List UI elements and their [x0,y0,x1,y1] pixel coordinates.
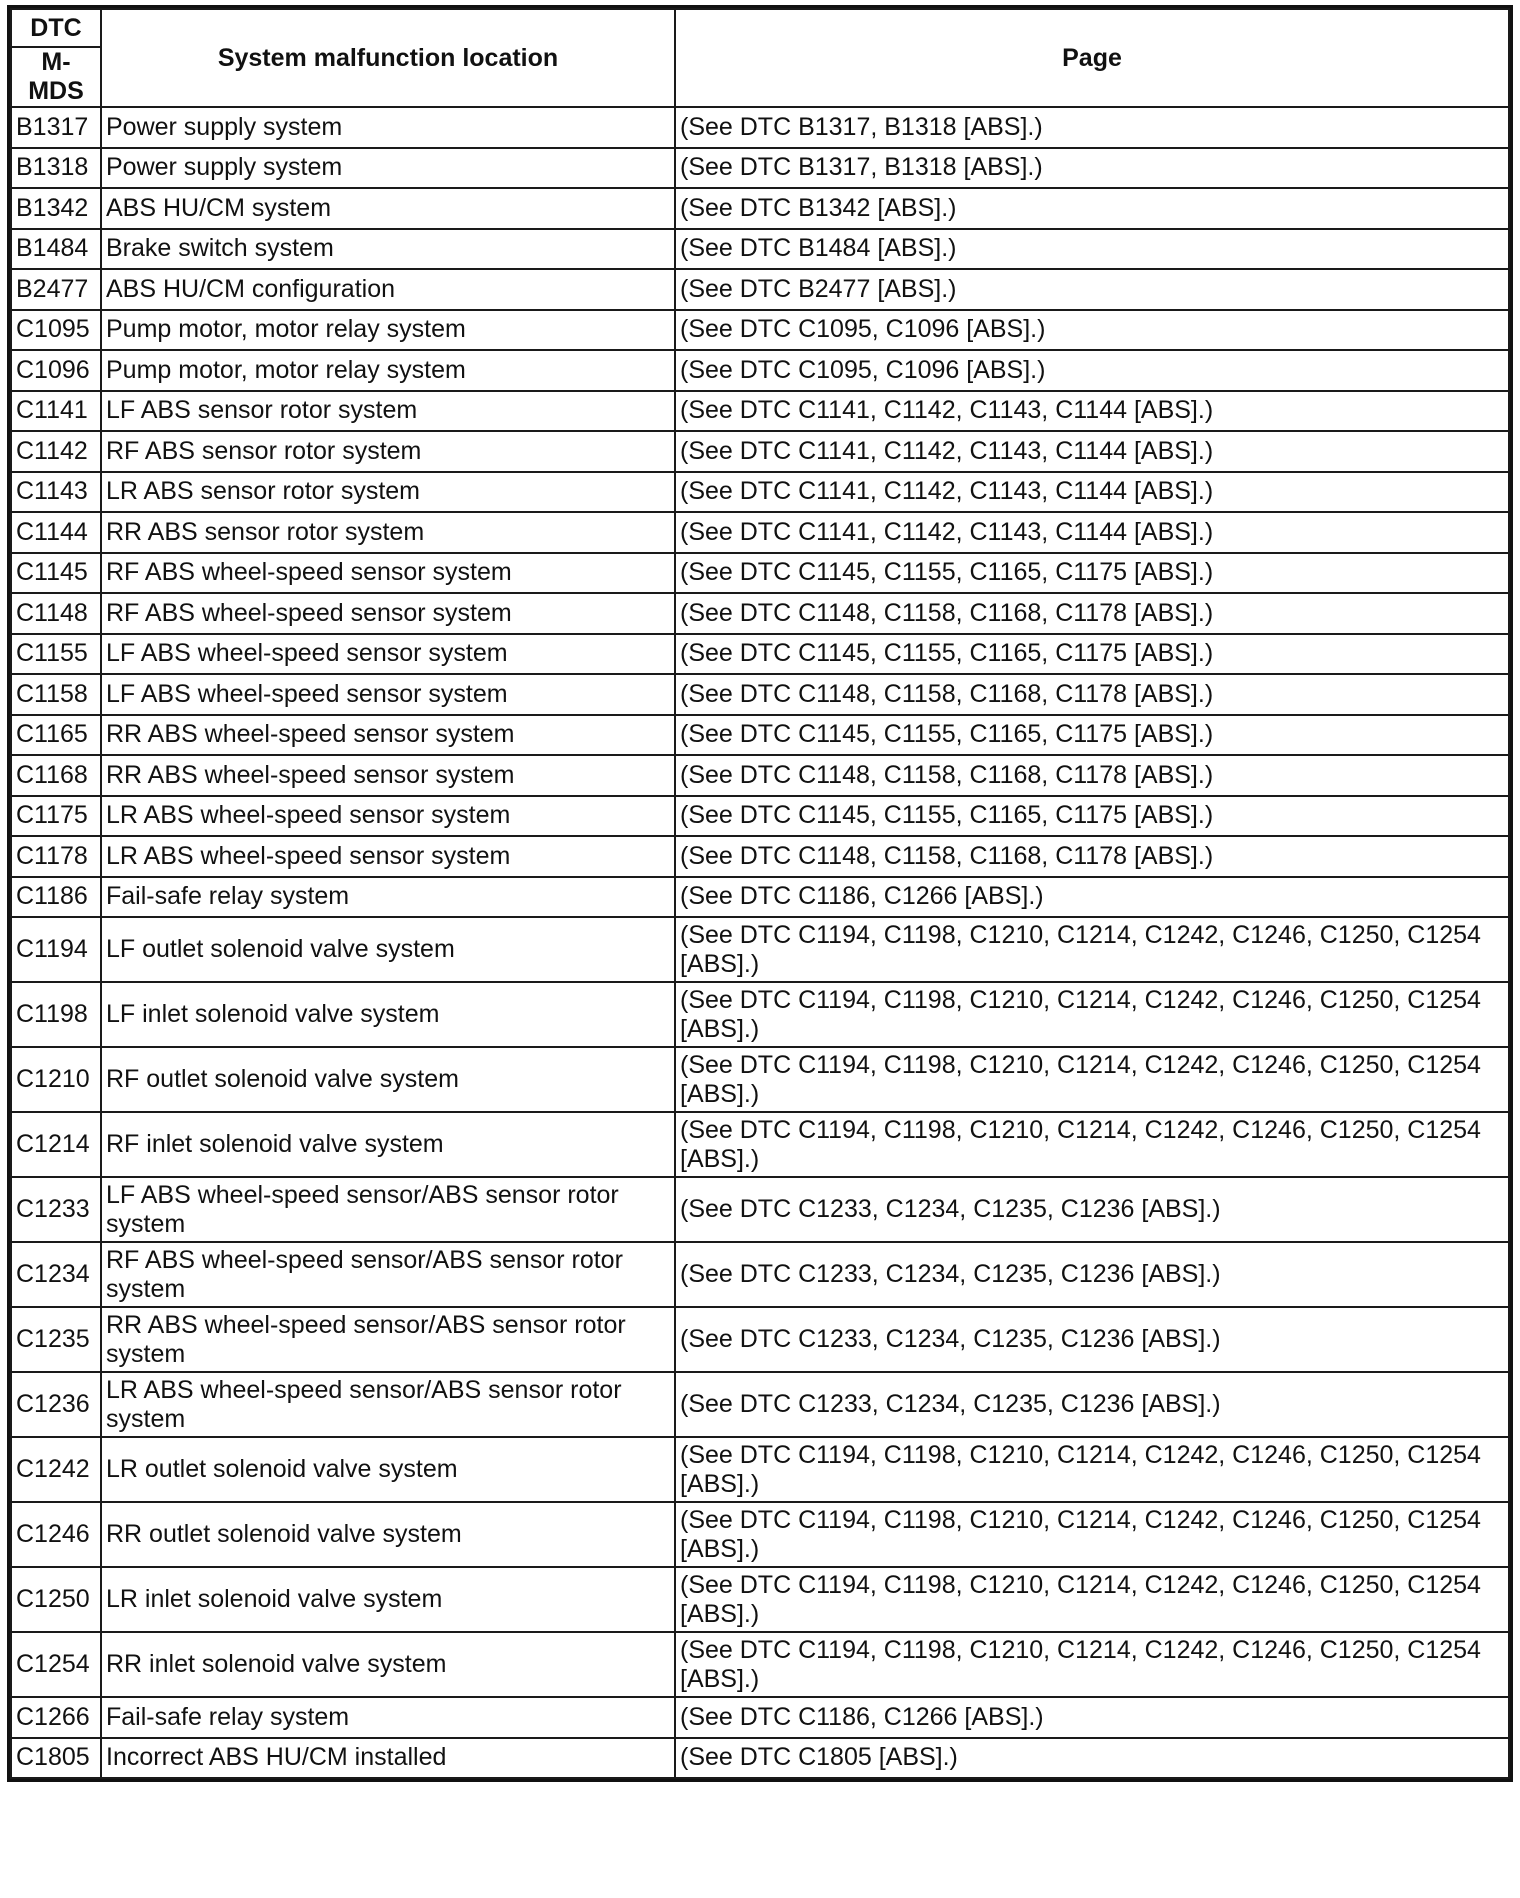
page-reference-cell: (See DTC C1186, C1266 [ABS].) [675,877,1509,918]
table-row [11,1372,1509,1437]
dtc-code-cell: C1266 [11,1697,101,1738]
header-page: Page [675,9,1509,107]
table-row [11,755,1509,796]
location-cell: RR ABS wheel-speed sensor/ABS sensor rotor system [101,1307,675,1372]
header-dtc: DTC [11,9,101,47]
table-row [11,1242,1509,1307]
location-cell: ABS HU/CM configuration [101,269,675,310]
table-row [11,917,1509,982]
dtc-code-cell: C1198 [11,982,101,1047]
location-cell: RR inlet solenoid valve system [101,1632,675,1697]
location-cell: Pump motor, motor relay system [101,310,675,351]
table-body [11,107,1509,1778]
dtc-code-cell: B1318 [11,148,101,189]
table-row [11,836,1509,877]
table-row [11,350,1509,391]
dtc-code-cell: C1095 [11,310,101,351]
location-cell: RF ABS sensor rotor system [101,431,675,472]
location-cell: RF ABS wheel-speed sensor system [101,593,675,634]
dtc-code-cell: C1210 [11,1047,101,1112]
header-location: System malfunction location [101,9,675,107]
location-cell: Fail-safe relay system [101,877,675,918]
page-reference-cell: (See DTC C1194, C1198, C1210, C1214, C1242, C1246, C1250, C1254 [ABS].) [675,1047,1509,1112]
page-reference-cell: (See DTC C1194, C1198, C1210, C1214, C1242, C1246, C1250, C1254 [ABS].) [675,1502,1509,1567]
dtc-code-cell: C1145 [11,553,101,594]
location-cell: RF outlet solenoid valve system [101,1047,675,1112]
table-row [11,310,1509,351]
table-row [11,148,1509,189]
dtc-code-cell: B1484 [11,229,101,270]
table-row [11,1307,1509,1372]
page-reference-cell: (See DTC C1148, C1158, C1168, C1178 [ABS].) [675,674,1509,715]
dtc-code-cell: C1142 [11,431,101,472]
page-reference-cell: (See DTC B1342 [ABS].) [675,188,1509,229]
header-mmds: M-MDS [11,47,101,107]
dtc-code-cell: C1214 [11,1112,101,1177]
location-cell: LR outlet solenoid valve system [101,1437,675,1502]
dtc-code-cell: C1234 [11,1242,101,1307]
location-cell: LF outlet solenoid valve system [101,917,675,982]
dtc-code-cell: C1168 [11,755,101,796]
page-reference-cell: (See DTC C1095, C1096 [ABS].) [675,350,1509,391]
page-reference-cell: (See DTC C1141, C1142, C1143, C1144 [ABS].) [675,391,1509,432]
location-cell: RR ABS wheel-speed sensor system [101,715,675,756]
dtc-code-cell: C1175 [11,796,101,837]
location-cell: LR ABS sensor rotor system [101,472,675,513]
page-reference-cell: (See DTC C1145, C1155, C1165, C1175 [ABS].) [675,634,1509,675]
dtc-code-cell: C1233 [11,1177,101,1242]
table-row [11,674,1509,715]
page-reference-cell: (See DTC C1148, C1158, C1168, C1178 [ABS].) [675,755,1509,796]
location-cell: Power supply system [101,107,675,148]
table-row [11,1437,1509,1502]
dtc-code-cell: C1158 [11,674,101,715]
page-reference-cell: (See DTC C1095, C1096 [ABS].) [675,310,1509,351]
location-cell: LF ABS wheel-speed sensor system [101,634,675,675]
dtc-code-cell: C1096 [11,350,101,391]
location-cell: LF ABS sensor rotor system [101,391,675,432]
table-row [11,1177,1509,1242]
page-reference-cell: (See DTC C1194, C1198, C1210, C1214, C1242, C1246, C1250, C1254 [ABS].) [675,917,1509,982]
table-row [11,1697,1509,1738]
page-reference-cell: (See DTC B1317, B1318 [ABS].) [675,107,1509,148]
dtc-code-cell: C1178 [11,836,101,877]
table-row [11,229,1509,270]
table-row [11,634,1509,675]
dtc-code-cell: C1250 [11,1567,101,1632]
page-reference-cell: (See DTC B1317, B1318 [ABS].) [675,148,1509,189]
dtc-code-cell: C1144 [11,512,101,553]
dtc-code-cell: C1242 [11,1437,101,1502]
location-cell: ABS HU/CM system [101,188,675,229]
table-row [11,391,1509,432]
location-cell: RF inlet solenoid valve system [101,1112,675,1177]
location-cell: LR ABS wheel-speed sensor/ABS sensor rotor system [101,1372,675,1437]
dtc-table-container [10,8,1508,1779]
table-row [11,982,1509,1047]
table-row [11,796,1509,837]
dtc-code-cell: C1236 [11,1372,101,1437]
page-reference-cell: (See DTC C1194, C1198, C1210, C1214, C1242, C1246, C1250, C1254 [ABS].) [675,1112,1509,1177]
table-row [11,1047,1509,1112]
page-reference-cell: (See DTC C1141, C1142, C1143, C1144 [ABS].) [675,431,1509,472]
dtc-code-cell: C1141 [11,391,101,432]
table-row [11,431,1509,472]
location-cell: LR inlet solenoid valve system [101,1567,675,1632]
page-reference-cell: (See DTC C1145, C1155, C1165, C1175 [ABS].) [675,715,1509,756]
location-cell: RR outlet solenoid valve system [101,1502,675,1567]
page-reference-cell: (See DTC C1194, C1198, C1210, C1214, C1242, C1246, C1250, C1254 [ABS].) [675,1632,1509,1697]
dtc-code-cell: B1342 [11,188,101,229]
table-row [11,553,1509,594]
location-cell: Pump motor, motor relay system [101,350,675,391]
page-reference-cell: (See DTC C1194, C1198, C1210, C1214, C1242, C1246, C1250, C1254 [ABS].) [675,1567,1509,1632]
page-reference-cell: (See DTC C1145, C1155, C1165, C1175 [ABS].) [675,553,1509,594]
table-row [11,877,1509,918]
table-row [11,1632,1509,1697]
dtc-code-cell: B1317 [11,107,101,148]
table-header [11,9,1509,107]
location-cell: Power supply system [101,148,675,189]
location-cell: RR ABS sensor rotor system [101,512,675,553]
table-row [11,1502,1509,1567]
page-reference-cell: (See DTC C1141, C1142, C1143, C1144 [ABS].) [675,512,1509,553]
page-reference-cell: (See DTC C1233, C1234, C1235, C1236 [ABS].) [675,1372,1509,1437]
location-cell: RF ABS wheel-speed sensor system [101,553,675,594]
location-cell: Brake switch system [101,229,675,270]
table-row [11,188,1509,229]
page-reference-cell: (See DTC C1194, C1198, C1210, C1214, C1242, C1246, C1250, C1254 [ABS].) [675,982,1509,1047]
location-cell: Incorrect ABS HU/CM installed [101,1738,675,1779]
table-row [11,107,1509,148]
location-cell: LF ABS wheel-speed sensor/ABS sensor rotor system [101,1177,675,1242]
page-reference-cell: (See DTC C1233, C1234, C1235, C1236 [ABS].) [675,1242,1509,1307]
page-reference-cell: (See DTC C1145, C1155, C1165, C1175 [ABS].) [675,796,1509,837]
page-reference-cell: (See DTC C1186, C1266 [ABS].) [675,1697,1509,1738]
page-reference-cell: (See DTC C1141, C1142, C1143, C1144 [ABS].) [675,472,1509,513]
dtc-code-cell: C1165 [11,715,101,756]
dtc-code-cell: C1246 [11,1502,101,1567]
table-row [11,1112,1509,1177]
dtc-code-cell: C1254 [11,1632,101,1697]
location-cell: LR ABS wheel-speed sensor system [101,836,675,877]
dtc-code-cell: C1186 [11,877,101,918]
page-reference-cell: (See DTC B2477 [ABS].) [675,269,1509,310]
table-row [11,593,1509,634]
dtc-code-cell: C1235 [11,1307,101,1372]
location-cell: LR ABS wheel-speed sensor system [101,796,675,837]
dtc-code-cell: B2477 [11,269,101,310]
table-row [11,269,1509,310]
location-cell: LF ABS wheel-speed sensor system [101,674,675,715]
table-row [11,472,1509,513]
dtc-code-cell: C1805 [11,1738,101,1779]
location-cell: RF ABS wheel-speed sensor/ABS sensor rotor system [101,1242,675,1307]
page-reference-cell: (See DTC C1194, C1198, C1210, C1214, C1242, C1246, C1250, C1254 [ABS].) [675,1437,1509,1502]
dtc-code-cell: C1194 [11,917,101,982]
dtc-code-cell: C1155 [11,634,101,675]
dtc-code-cell: C1143 [11,472,101,513]
page-reference-cell: (See DTC C1233, C1234, C1235, C1236 [ABS].) [675,1307,1509,1372]
table-row [11,1738,1509,1779]
dtc-code-cell: C1148 [11,593,101,634]
table-row [11,512,1509,553]
page-reference-cell: (See DTC B1484 [ABS].) [675,229,1509,270]
dtc-table [10,8,1510,1779]
page-reference-cell: (See DTC C1148, C1158, C1168, C1178 [ABS].) [675,593,1509,634]
page-reference-cell: (See DTC C1805 [ABS].) [675,1738,1509,1779]
location-cell: RR ABS wheel-speed sensor system [101,755,675,796]
page-reference-cell: (See DTC C1233, C1234, C1235, C1236 [ABS].) [675,1177,1509,1242]
table-row [11,1567,1509,1632]
location-cell: Fail-safe relay system [101,1697,675,1738]
page-reference-cell: (See DTC C1148, C1158, C1168, C1178 [ABS].) [675,836,1509,877]
location-cell: LF inlet solenoid valve system [101,982,675,1047]
table-row [11,715,1509,756]
